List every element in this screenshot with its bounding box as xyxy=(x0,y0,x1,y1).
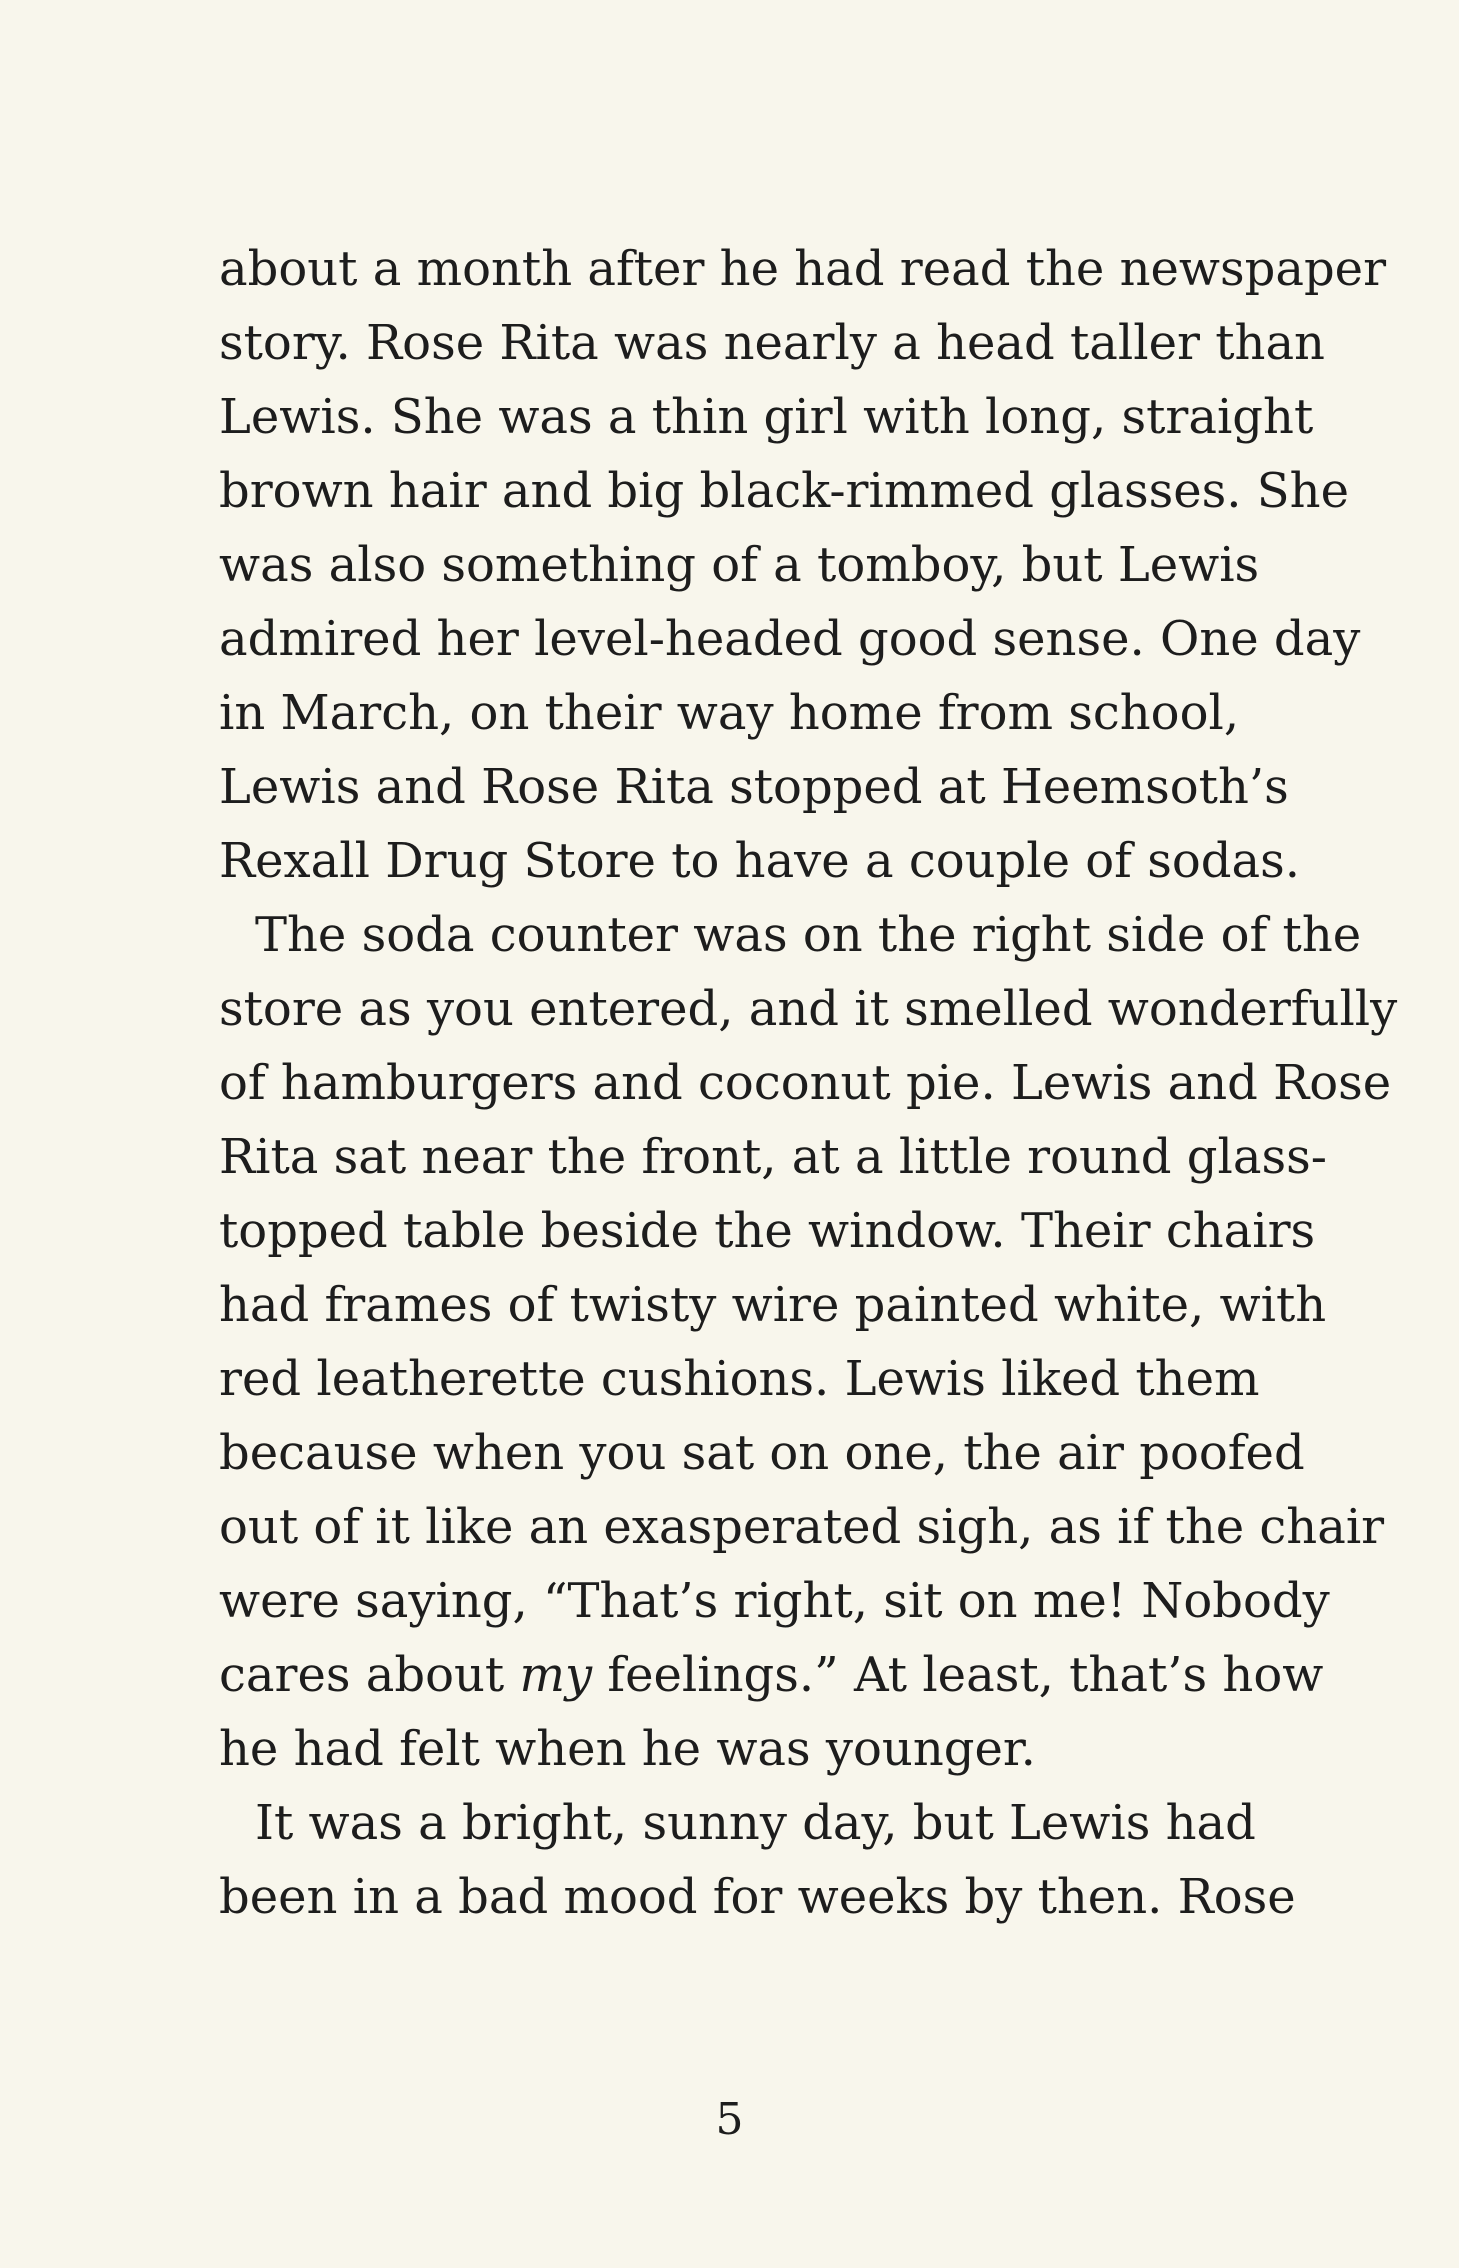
text-line: Lewis. She was a thin girl with long, straight xyxy=(219,389,1314,445)
text-line: was also something of a tomboy, but Lewis xyxy=(219,537,1260,593)
body-text xyxy=(219,232,1398,1934)
text-line: admired her level-headed good sense. One day xyxy=(219,611,1361,667)
text-line: of hamburgers and coconut pie. Lewis and Rose xyxy=(219,1055,1392,1111)
text-line: he had felt when he was younger. xyxy=(219,1721,1036,1777)
text-line: red leatherette cushions. Lewis liked them xyxy=(219,1351,1260,1407)
text-line: The soda counter was on the right side of the xyxy=(255,907,1362,963)
text-line: story. Rose Rita was nearly a head taller than xyxy=(219,315,1325,371)
text-line: brown hair and big black-rimmed glasses. She xyxy=(219,463,1349,519)
text-line: been in a bad mood for weeks by then. Rose xyxy=(219,1869,1296,1925)
italic-text: my xyxy=(519,1647,593,1703)
text-line: Lewis and Rose Rita stopped at Heemsoth’s xyxy=(219,759,1289,815)
text-line: out of it like an exasperated sigh, as if the chair xyxy=(219,1499,1385,1555)
text-line: store as you entered, and it smelled wonderfully xyxy=(219,981,1398,1037)
text-segment: feelings.” At least, that’s how xyxy=(592,1647,1324,1703)
text-line: It was a bright, sunny day, but Lewis had xyxy=(255,1795,1256,1851)
text-line: about a month after he had read the newspaper xyxy=(219,241,1387,297)
text-line: in March, on their way home from school, xyxy=(219,685,1240,741)
text-line: Rita sat near the front, at a little round glass- xyxy=(219,1129,1327,1185)
text-line: because when you sat on one, the air poofed xyxy=(219,1425,1305,1481)
text-line: were saying, “That’s right, sit on me! Nobody xyxy=(219,1573,1330,1629)
text-line: Rexall Drug Store to have a couple of sodas. xyxy=(219,833,1300,889)
text-line: topped table beside the window. Their chairs xyxy=(219,1203,1316,1259)
page-number: 5 xyxy=(715,2094,744,2145)
text-line: had frames of twisty wire painted white, with xyxy=(219,1277,1327,1333)
text-segment: cares about xyxy=(219,1647,520,1703)
text-line xyxy=(219,1638,1324,1712)
